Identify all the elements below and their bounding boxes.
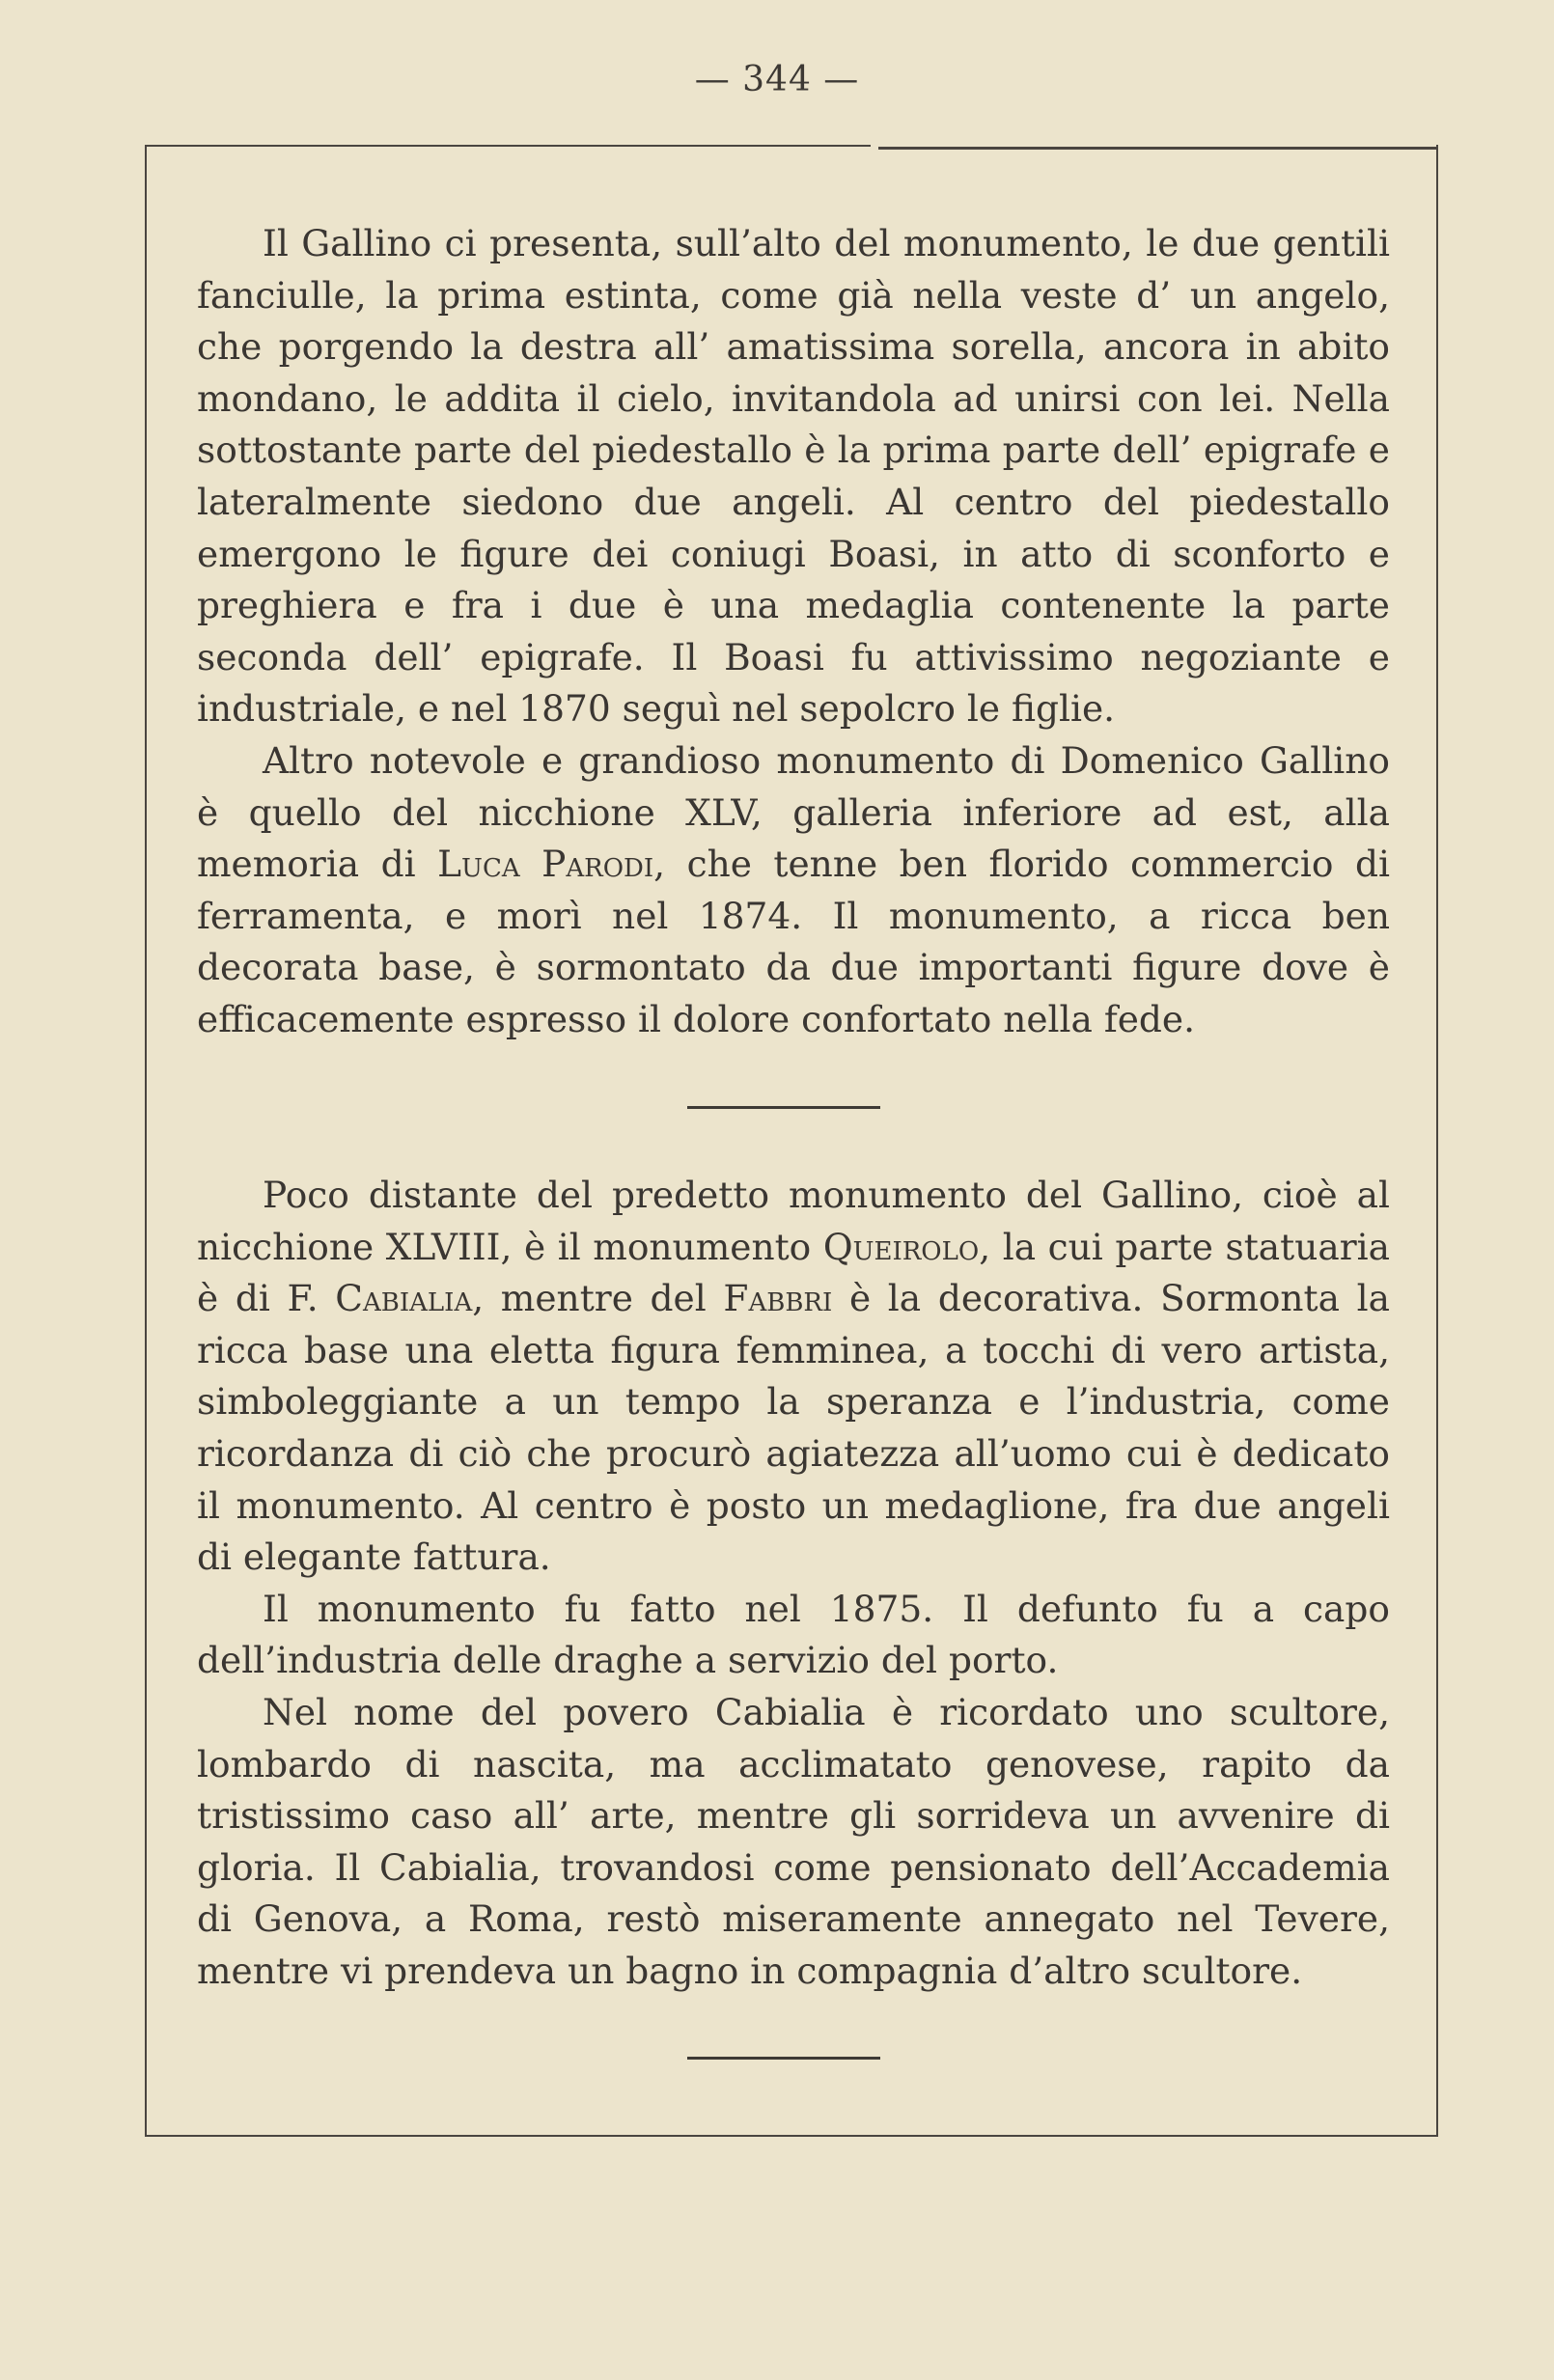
paragraph-queirolo-monument bbox=[197, 1170, 1390, 1584]
person-name-queirolo: Queirolo bbox=[822, 1225, 980, 1268]
paragraph-text: Poco distante del predetto monumento del Gallino, cioè al nicchione XLVIII, è il monumento bbox=[197, 1174, 1390, 1268]
text-section-queirolo bbox=[197, 1170, 1390, 1998]
page-number: — 344 — bbox=[694, 60, 860, 99]
section-divider bbox=[687, 1106, 880, 1109]
paragraph-text: è la decorativa. Sormonta la ricca base una eletta figura femminea, a tocchi di vero artista, simboleggiante a un tempo la speranza e l’industria, come ricordanza di ciò che procurò agiatezza all’uomo cui è dedicato il monumento. Al centro è posto un medaglione, fra due angeli di elegante fattura. bbox=[197, 1277, 1390, 1579]
paragraph-text: , che tenne ben florido commercio di ferramenta, e morì nel 1874. Il monumento, a ricca ben decorata base, è sormontato da due importanti figure dove è efficacemente espresso il dolore confortato nella fede. bbox=[197, 843, 1390, 1040]
paragraph-text: , mentre del bbox=[472, 1277, 724, 1320]
paragraph-monument-date: Il monumento fu fatto nel 1875. Il defunto fu a capo dell’industria delle draghe a servizio del porto. bbox=[197, 1587, 1390, 1682]
person-name-cabialia: Cabialia bbox=[335, 1277, 473, 1320]
paragraph-text: Altro notevole e grandioso monumento di Domenico Gallino è quello del nicchione XLV, galleria inferiore ad est, alla memoria di bbox=[197, 738, 1390, 886]
section-divider-end bbox=[687, 2057, 880, 2060]
paragraph-boasi-monument: Il Gallino ci presenta, sull’alto del monumento, le due gentili fanciulle, la prima estinta, come già nella veste d’ un angelo, che porgendo la destra all’ amatissima sorella, ancora in abito mondano, le addita il cielo, invitandola ad unirsi con lei. Nella sottostante parte del piedestallo è la prima parte dell’ epigrafe e lateralmente siedono due angeli. Al centro del piedestallo emergono le figure dei coniugi Boasi, in atto di sconforto e preghiera e fra i due è una medaglia contenente la parte seconda dell’ epigrafe. Il Boasi fu attivissimo negoziante e industriale, e nel 1870 seguì nel sepolcro le figlie. bbox=[197, 222, 1390, 731]
person-name-fabbri: Fabbri bbox=[723, 1277, 833, 1320]
paragraph-parodi-monument bbox=[197, 735, 1390, 1046]
text-section-gallino bbox=[197, 218, 1390, 1046]
person-name-luca-parodi: Luca Parodi bbox=[437, 843, 654, 886]
paragraph-cabialia-biography: Nel nome del povero Cabialia è ricordato uno scultore, lombardo di nascita, ma acclimatato genovese, rapito da tristissimo caso all’ arte, mentre gli sorrideva un avvenire di gloria. Il Cabialia, trovandosi come pensionato dell’Accademia di Genova, a Roma, restò miseramente annegato nel Tevere, mentre vi prendeva un bagno in compagnia d’altro scultore. bbox=[197, 1690, 1390, 1992]
paragraph-text: , la cui parte statuaria è di F. bbox=[197, 1225, 1390, 1320]
